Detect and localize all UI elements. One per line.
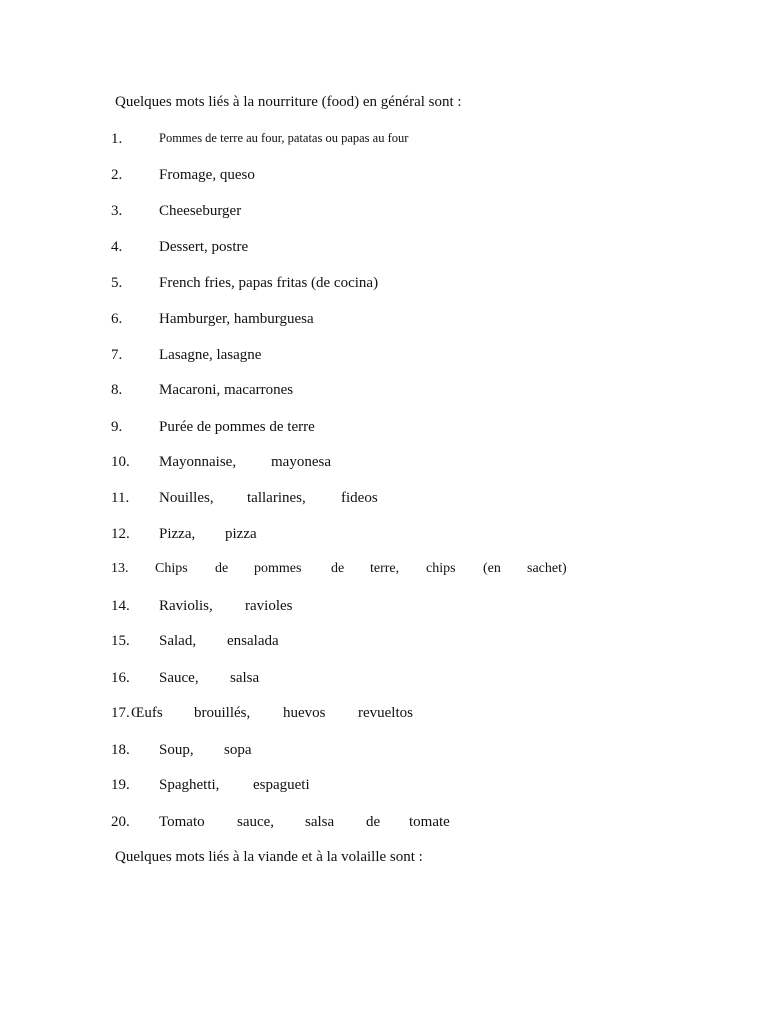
list-item: [0, 382, 768, 406]
list-item: [0, 419, 768, 443]
list-item: [0, 131, 768, 155]
item-text: Purée de pommes de terre: [159, 419, 315, 435]
item-text: Lasagne, lasagne: [159, 347, 262, 363]
item-number: 16.: [111, 670, 130, 686]
item-word: mayonesa: [271, 454, 331, 470]
list-item: [0, 561, 768, 585]
item-number: 9.: [111, 419, 123, 435]
item-number: 15.: [111, 633, 130, 649]
item-number: 19.: [111, 777, 130, 793]
item-number: 1.: [111, 131, 123, 147]
item-number: 12.: [111, 526, 130, 542]
item-word: chips: [426, 561, 456, 576]
item-word: pizza: [225, 526, 257, 542]
item-text: Macaroni, macarrones: [159, 382, 294, 398]
item-number: 20.: [111, 814, 130, 830]
item-number: 2.: [111, 167, 123, 183]
item-word: Sauce,: [159, 670, 199, 686]
list-item: [0, 598, 768, 622]
item-word: de: [366, 814, 381, 830]
item-word: ensalada: [227, 633, 279, 649]
item-word: revueltos: [358, 705, 413, 721]
heading-meat-poultry: Quelques mots liés à la viande et à la volaille sont :: [115, 849, 423, 865]
item-number: 11.: [111, 490, 130, 506]
heading-general-food: Quelques mots liés à la nourriture (food) en général sont :: [115, 94, 462, 110]
item-word: Mayonnaise,: [159, 454, 237, 470]
item-word: (en: [483, 561, 501, 576]
list-item: [0, 814, 768, 838]
item-text: French fries, papas fritas (de cocina): [159, 275, 379, 291]
list-item: [0, 777, 768, 801]
item-word: Tomato: [159, 814, 205, 830]
item-word: sopa: [224, 742, 252, 758]
list-item: [0, 633, 768, 657]
item-word: brouillés,: [194, 705, 251, 721]
item-word: Chips: [155, 561, 188, 576]
item-number: 6.: [111, 311, 123, 327]
item-word: de: [331, 561, 345, 576]
item-word: Spaghetti,: [159, 777, 220, 793]
item-number: 7.: [111, 347, 123, 363]
item-word: Nouilles,: [159, 490, 214, 506]
list-item: [0, 239, 768, 263]
item-text: Fromage, queso: [159, 167, 255, 183]
item-number: 8.: [111, 382, 123, 398]
item-word: ravioles: [245, 598, 293, 614]
item-word: fideos: [341, 490, 378, 506]
item-number: 13.: [111, 561, 129, 576]
item-word: tallarines,: [247, 490, 306, 506]
list-item: [0, 454, 768, 478]
item-word: salsa: [230, 670, 260, 686]
list-item: [0, 275, 768, 299]
list-item: [0, 742, 768, 766]
item-text: Dessert, postre: [159, 239, 249, 255]
item-number: 5.: [111, 275, 123, 291]
item-number: 4.: [111, 239, 123, 255]
item-word: terre,: [370, 561, 400, 576]
list-item: [0, 167, 768, 191]
item-word: Raviolis,: [159, 598, 213, 614]
item-word: sachet): [527, 561, 567, 576]
item-word: de: [215, 561, 229, 576]
item-text: Cheeseburger: [159, 203, 242, 219]
list-item: [0, 705, 768, 729]
item-word: pommes: [254, 561, 302, 576]
item-word: espagueti: [253, 777, 310, 793]
list-item: [0, 311, 768, 335]
item-word: salsa: [305, 814, 335, 830]
list-item: [0, 203, 768, 227]
item-number: 17.: [111, 705, 130, 721]
list-item: [0, 526, 768, 550]
item-text: Hamburger, hamburguesa: [159, 311, 314, 327]
item-word: Pizza,: [159, 526, 196, 542]
item-word: Salad,: [159, 633, 197, 649]
item-number: 3.: [111, 203, 123, 219]
item-word: tomate: [409, 814, 450, 830]
item-number: 10.: [111, 454, 130, 470]
item-number: 14.: [111, 598, 130, 614]
item-text: Pommes de terre au four, patatas ou papas au four: [159, 131, 409, 145]
item-word: Œufs: [131, 705, 163, 721]
item-number: 18.: [111, 742, 130, 758]
item-word: huevos: [283, 705, 326, 721]
list-item: [0, 347, 768, 371]
list-item: [0, 490, 768, 514]
item-word: sauce,: [237, 814, 275, 830]
item-word: Soup,: [159, 742, 194, 758]
list-item: [0, 670, 768, 694]
